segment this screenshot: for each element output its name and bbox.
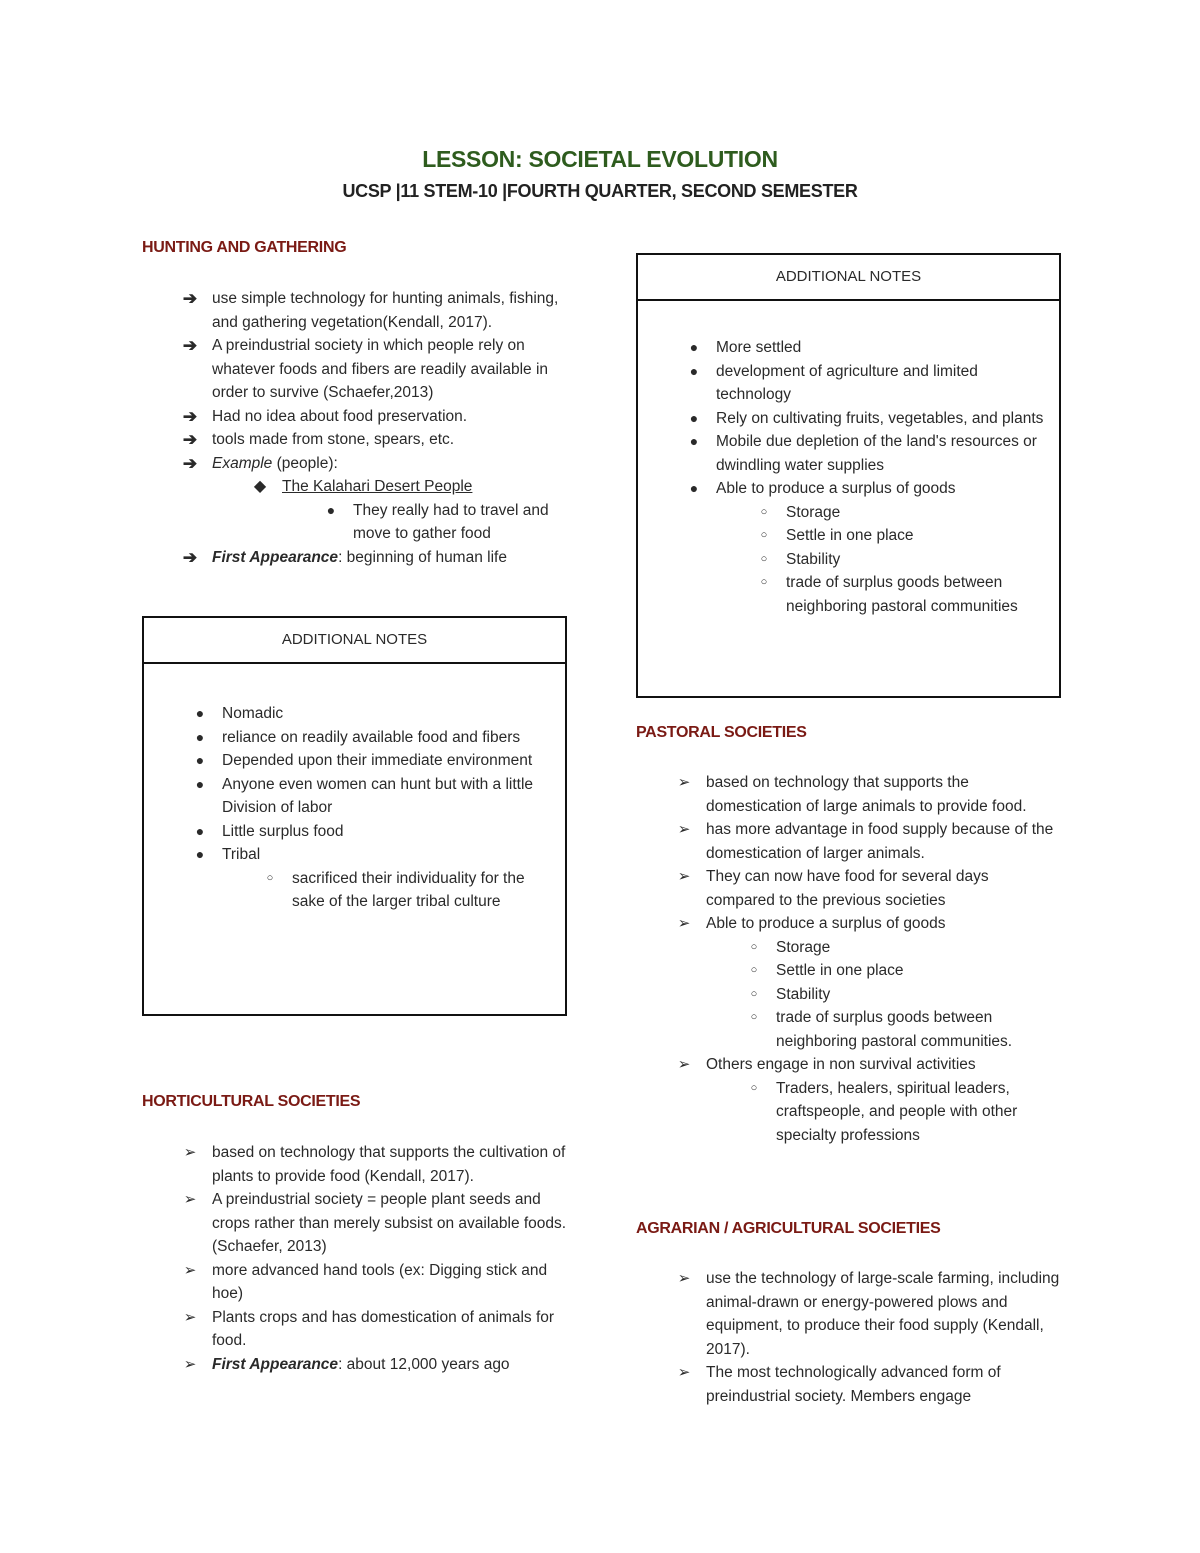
horticultural-heading: HORTICULTURAL SOCIETIES: [142, 1093, 361, 1110]
ring-icon: ○: [750, 964, 758, 976]
hunting-heading: HUNTING AND GATHERING: [142, 239, 347, 256]
list-item: ● They really had to travel and move to gather food: [353, 499, 558, 546]
pastoral-list: [677, 771, 1061, 1147]
chevron-right-icon: ➢: [677, 1056, 691, 1073]
arrow-icon: ➔: [182, 289, 198, 308]
list-item: ➢ Others engage in non survival activities: [706, 1053, 1061, 1077]
ring-icon: ○: [760, 529, 768, 541]
list-item: ● Anyone even women can hunt but with a little Division of labor: [222, 773, 552, 820]
list-item: ○ Storage: [786, 501, 1046, 525]
list-item: ● Tribal: [222, 843, 552, 867]
arrow-icon: ➔: [182, 430, 198, 449]
list-item: ● Nomadic: [222, 702, 552, 726]
list-item: ● development of agriculture and limited technology: [716, 360, 1046, 407]
pastoral-heading: PASTORAL SOCIETIES: [636, 724, 807, 741]
dot-icon: ●: [689, 362, 699, 379]
chevron-right-icon: ➢: [677, 1270, 691, 1287]
list-item: ○ Stability: [776, 983, 1066, 1007]
list-item: ○ Stability: [786, 548, 1046, 572]
list-item: ● Little surplus food: [222, 820, 552, 844]
list-item: ➢ based on technology that supports the domestication of large animals to provide food.: [706, 771, 1061, 818]
dot-icon: ●: [689, 339, 699, 355]
agrarian-list: [677, 1267, 1061, 1408]
horticultural-list: [183, 1141, 567, 1376]
list-item: ○ Storage: [776, 936, 1066, 960]
notes-heading: ADDITIONAL NOTES: [638, 255, 1059, 301]
list-item: ➔ use simple technology for hunting animals, fishing, and gathering vegetation(Kendall, 2017).: [212, 287, 567, 334]
chevron-right-icon: ➢: [183, 1261, 197, 1279]
chevron-right-icon: ➢: [677, 821, 691, 838]
notes-heading: ADDITIONAL NOTES: [144, 618, 565, 664]
list-item: ➢ Plants crops and has domestication of animals for food.: [212, 1306, 567, 1353]
list-item: ➔ Example (people):: [212, 452, 567, 476]
dot-icon: ●: [195, 775, 205, 792]
dot-icon: ●: [689, 433, 699, 449]
dot-icon: ●: [195, 846, 205, 862]
list-item: ● Able to produce a surplus of goods: [716, 477, 1046, 501]
list-item: ● Mobile due depletion of the land's resources or dwindling water supplies: [716, 430, 1046, 477]
list-item: ○ trade of surplus goods between neighboring pastoral communities: [786, 571, 1046, 618]
list-item: ➔ tools made from stone, spears, etc.: [212, 428, 567, 452]
diamond-icon: ◆: [253, 478, 267, 495]
dot-icon: ●: [195, 728, 205, 745]
list-item: ➢ They can now have food for several days compared to the previous societies: [706, 865, 1061, 912]
arrow-icon: ➔: [182, 453, 198, 473]
ring-icon: ○: [750, 1081, 758, 1094]
list-item: ➔ A preindustrial society in which people rely on whatever foods and fibers are readily available in order to survive (Schaefer,2013): [212, 334, 567, 405]
chevron-right-icon: ➢: [183, 1308, 197, 1326]
list-item: ➢ has more advantage in food supply because of the domestication of larger animals.: [706, 818, 1061, 865]
list-item: ◆ The Kalahari Desert People: [282, 475, 567, 499]
dot-icon: ●: [195, 705, 205, 721]
notes-box-left: [142, 616, 567, 1016]
list-item: ➢ A preindustrial society = people plant seeds and crops rather than merely subsist on available foods. (Schaefer, 2013): [212, 1188, 567, 1259]
ring-icon: ○: [750, 940, 758, 953]
agrarian-heading: AGRARIAN / AGRICULTURAL SOCIETIES: [636, 1220, 941, 1237]
dot-icon: ●: [689, 480, 699, 496]
dot-icon: ●: [195, 752, 205, 768]
list-item: ➢ use the technology of large-scale farming, including animal-drawn or energy-powered plows and equipment, to produce their food supply (Kendall, 2017).: [706, 1267, 1061, 1361]
notes-box-right: [636, 253, 1061, 698]
list-item: ○ trade of surplus goods between neighboring pastoral communities.: [776, 1006, 1066, 1053]
dot-icon: ●: [689, 409, 699, 426]
chevron-right-icon: ➢: [677, 915, 691, 932]
notes-left-list: [195, 702, 552, 914]
page-title: LESSON: SOCIETAL EVOLUTION: [422, 146, 778, 172]
ring-icon: ○: [750, 987, 758, 1000]
page-subtitle: UCSP |11 STEM-10 |FOURTH QUARTER, SECOND SEMESTER: [342, 181, 858, 201]
ring-icon: ○: [760, 505, 768, 518]
dot-icon: ●: [195, 822, 205, 839]
ring-icon: ○: [750, 1011, 758, 1023]
list-item: ➢ based on technology that supports the cultivation of plants to provide food (Kendall, 2017).: [212, 1141, 567, 1188]
list-item: ○ sacrificed their individuality for the sake of the larger tribal culture: [292, 867, 542, 914]
chevron-right-icon: ➢: [183, 1144, 197, 1161]
list-item: ○ Settle in one place: [776, 959, 1066, 983]
list-item: ➢ The most technologically advanced form of preindustrial society. Members engage: [706, 1361, 1061, 1408]
list-item: ○ Traders, healers, spiritual leaders, craftspeople, and people with other specialty professions: [776, 1077, 1066, 1148]
ring-icon: ○: [760, 552, 768, 565]
hunting-list: [182, 287, 567, 569]
chevron-right-icon: ➢: [677, 1364, 691, 1381]
chevron-right-icon: ➢: [677, 774, 691, 791]
list-item: ● reliance on readily available food and fibers: [222, 726, 552, 750]
dot-icon: ●: [326, 501, 336, 518]
arrow-icon: ➔: [182, 406, 198, 426]
arrow-icon: ➔: [182, 547, 198, 567]
list-item: ➢ Able to produce a surplus of goods: [706, 912, 1061, 936]
list-item: ➢ more advanced hand tools (ex: Digging stick and hoe): [212, 1259, 567, 1306]
list-item: ➔ First Appearance: beginning of human life: [212, 546, 567, 570]
ring-icon: ○: [266, 871, 274, 884]
chevron-right-icon: ➢: [183, 1355, 197, 1373]
list-item: ➢ First Appearance: about 12,000 years ago: [212, 1353, 567, 1377]
ring-icon: ○: [760, 576, 768, 588]
arrow-icon: ➔: [182, 336, 198, 355]
list-item: ● More settled: [716, 336, 1046, 360]
list-item: ➔ Had no idea about food preservation.: [212, 405, 567, 429]
chevron-right-icon: ➢: [677, 868, 691, 885]
list-item: ● Depended upon their immediate environment: [222, 749, 552, 773]
list-item: ○ Settle in one place: [786, 524, 1046, 548]
notes-right-list: [689, 336, 1046, 618]
chevron-right-icon: ➢: [183, 1191, 197, 1208]
list-item: ● Rely on cultivating fruits, vegetables, and plants: [716, 407, 1046, 431]
